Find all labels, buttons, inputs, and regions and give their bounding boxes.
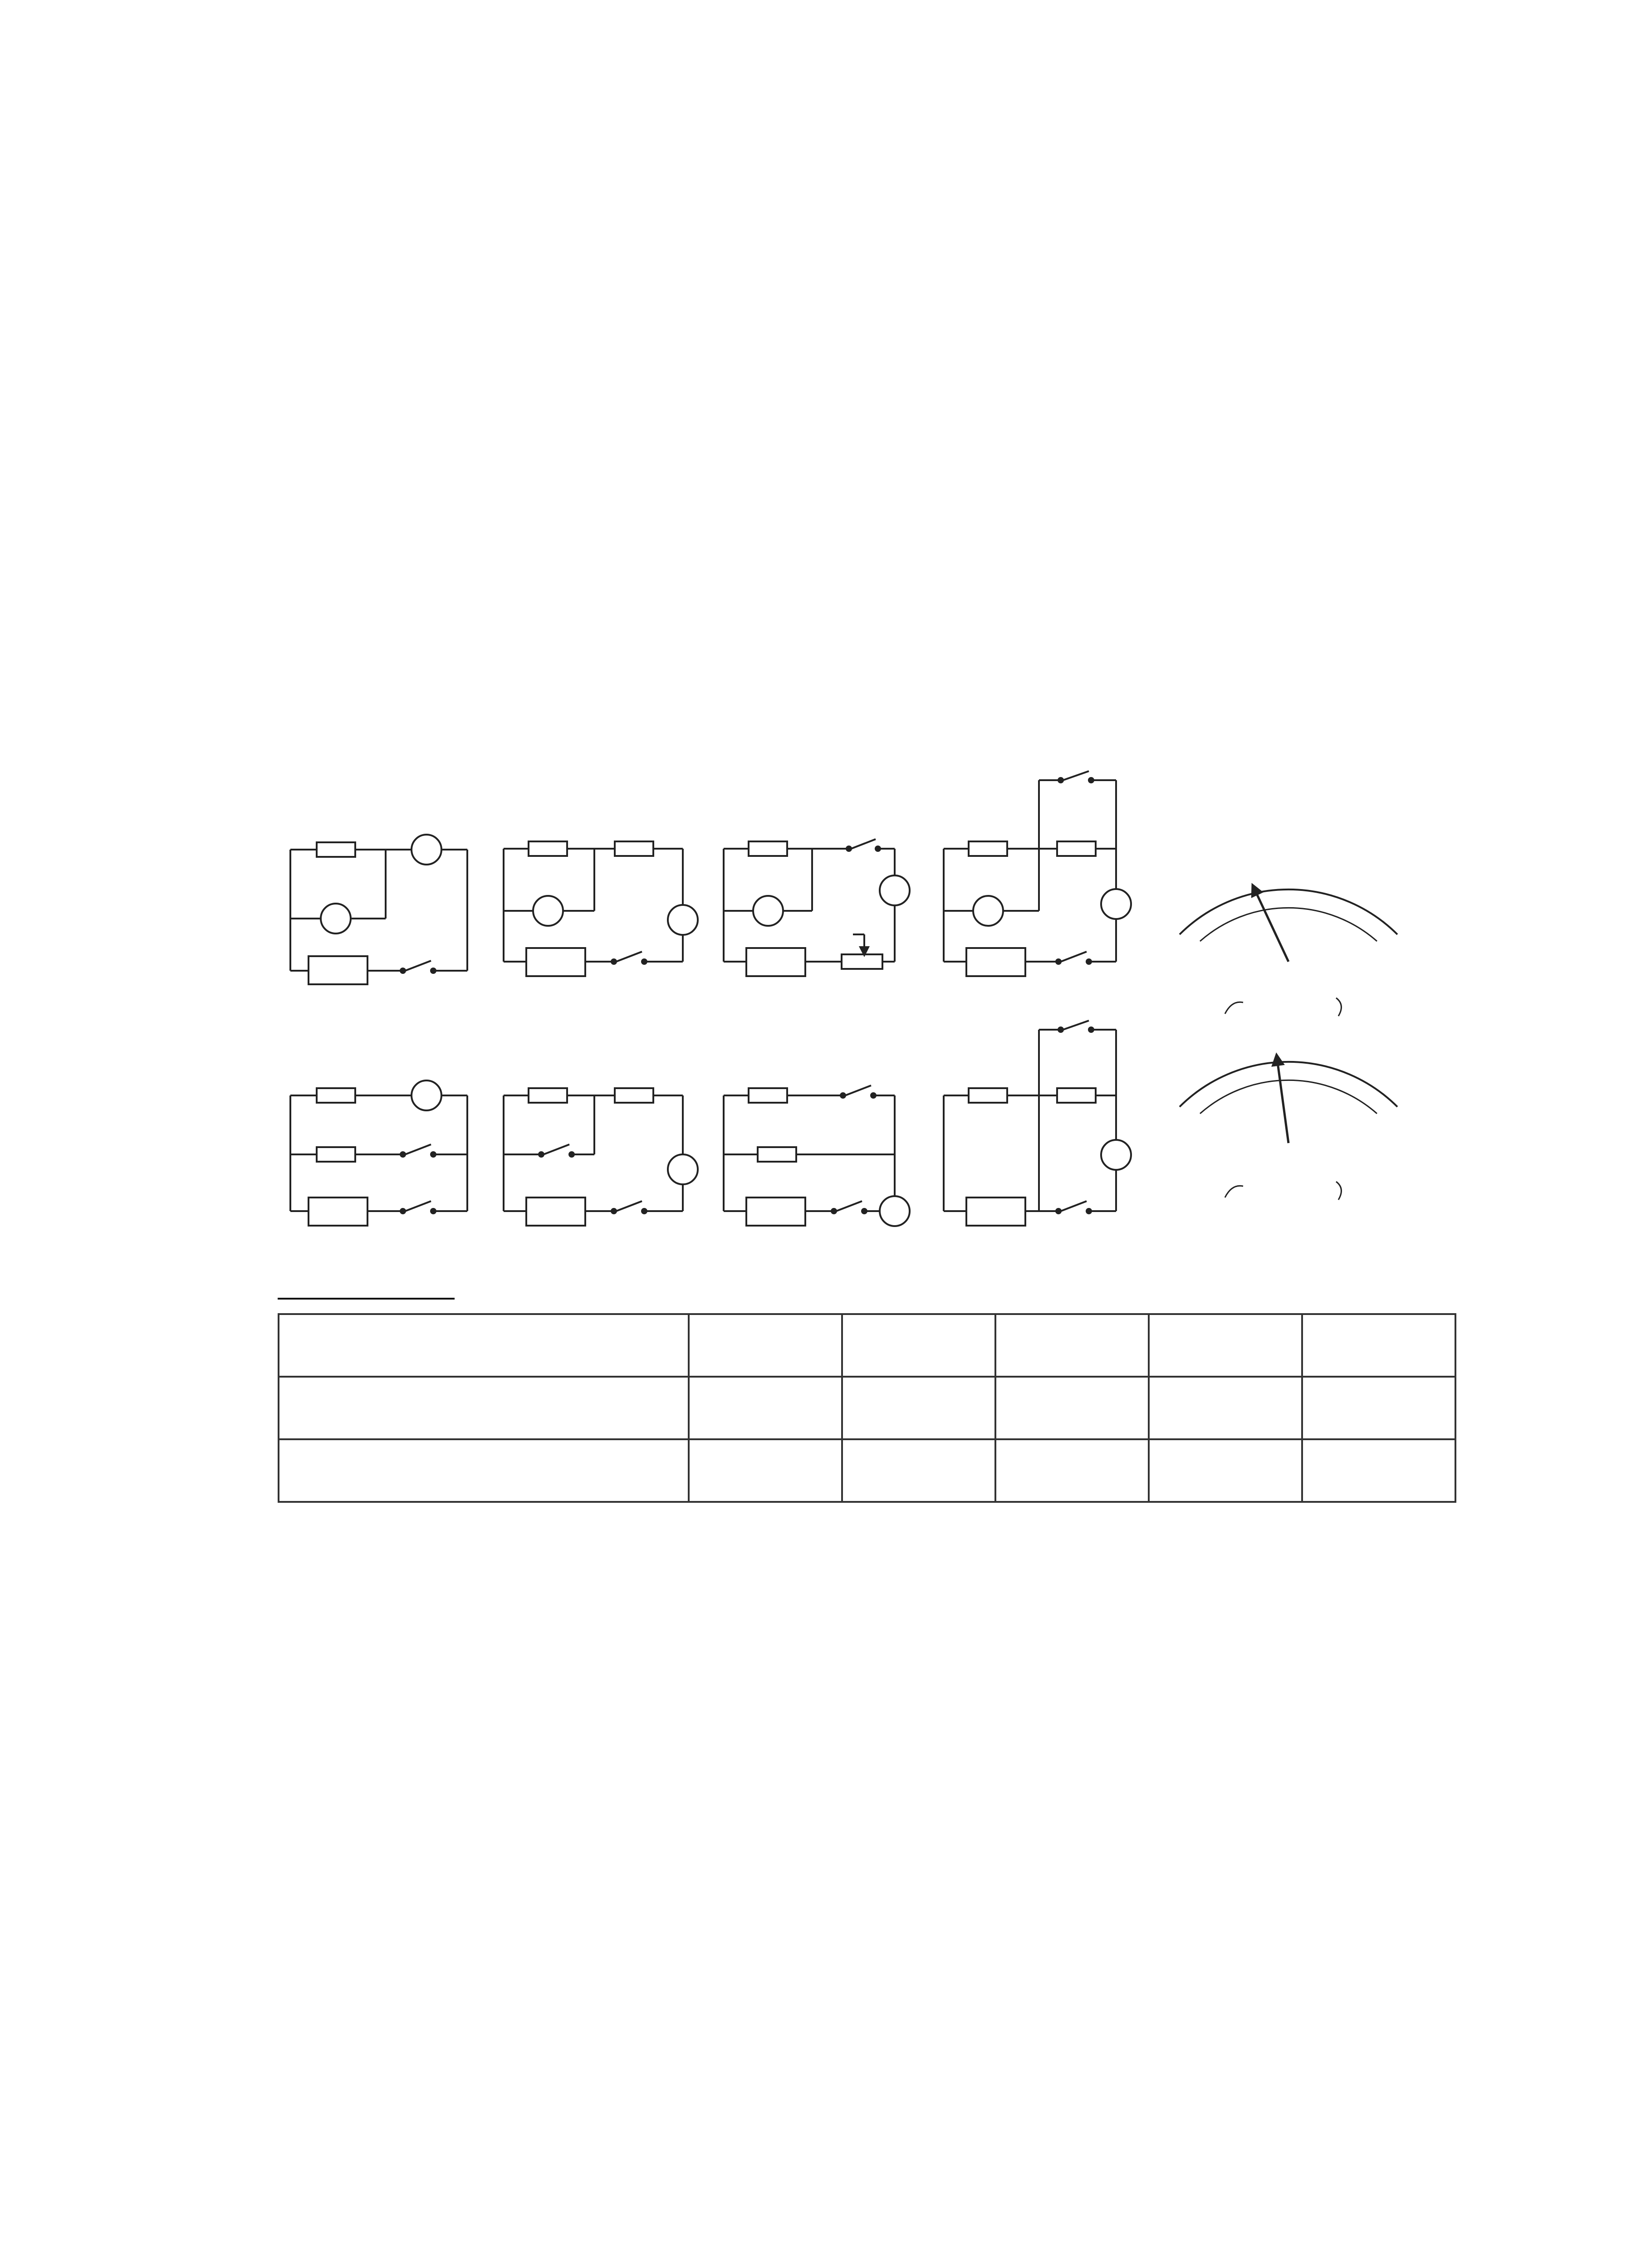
part1-text bbox=[278, 1272, 455, 1307]
table-cell bbox=[1149, 1439, 1302, 1502]
table-cell bbox=[689, 1439, 842, 1502]
table-row bbox=[279, 1439, 1455, 1502]
table-cell bbox=[1302, 1439, 1455, 1502]
table-cell bbox=[689, 1377, 842, 1439]
data-table bbox=[278, 1313, 1456, 1503]
circuit-fig3-a bbox=[290, 1080, 467, 1226]
table-row bbox=[279, 1377, 1455, 1439]
circuit-fig3-c bbox=[724, 1085, 910, 1226]
row-label-voltage bbox=[279, 1377, 689, 1439]
table-cell bbox=[842, 1439, 995, 1502]
ammeter-dial bbox=[1180, 1059, 1397, 1200]
table-header-cell bbox=[689, 1314, 842, 1377]
row-label-current bbox=[279, 1439, 689, 1502]
circuit-fig3-d bbox=[944, 1021, 1131, 1226]
table-header-cell bbox=[1149, 1314, 1302, 1377]
table-header-cell bbox=[995, 1314, 1149, 1377]
table-header-cell bbox=[842, 1314, 995, 1377]
table-header-cell bbox=[279, 1314, 689, 1377]
table-cell bbox=[1149, 1377, 1302, 1439]
table-cell bbox=[842, 1377, 995, 1439]
table-cell bbox=[995, 1439, 1149, 1502]
table-cell bbox=[995, 1377, 1149, 1439]
voltmeter-dial bbox=[1180, 889, 1397, 1016]
circuit-jia bbox=[290, 835, 467, 984]
table-cell bbox=[1302, 1377, 1455, 1439]
answer-blank-1[interactable] bbox=[278, 1272, 455, 1300]
circuit-yi bbox=[504, 841, 698, 976]
circuit-bing bbox=[724, 839, 910, 976]
table-header-row bbox=[279, 1314, 1455, 1377]
circuit-fig3-b bbox=[504, 1088, 698, 1226]
table-header-cell bbox=[1302, 1314, 1455, 1377]
circuit-ding bbox=[944, 771, 1131, 976]
